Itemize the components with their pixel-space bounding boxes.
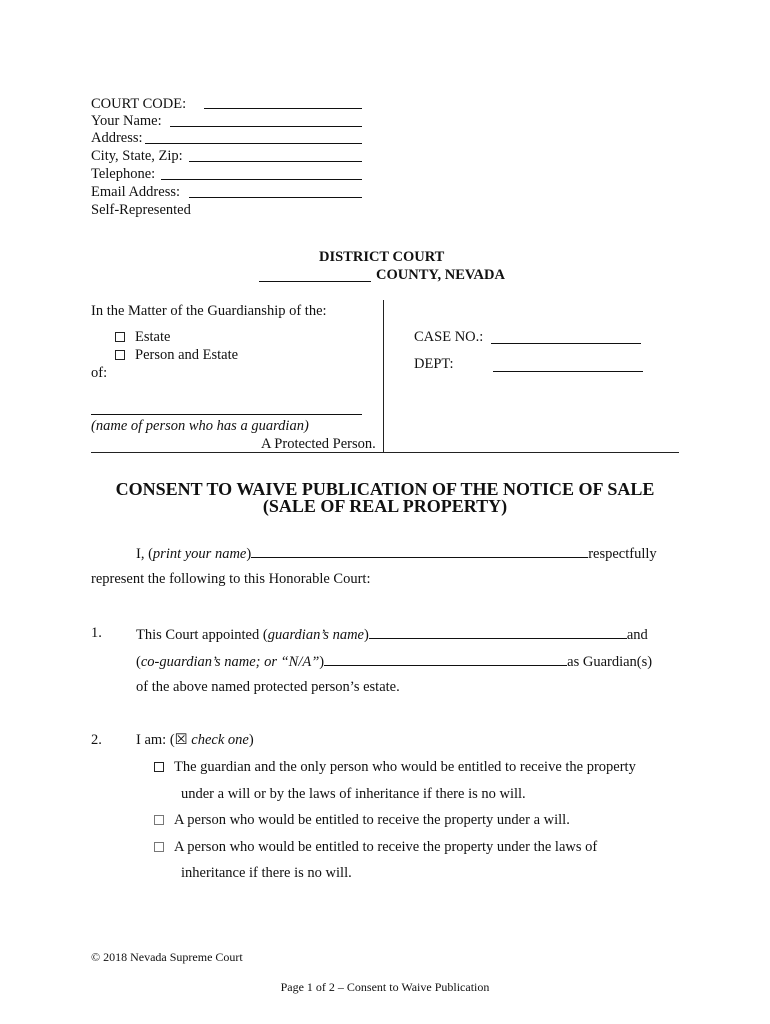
option-a-line-2: under a will or by the laws of inheritance if there is no will. <box>181 786 526 802</box>
option-estate[interactable] <box>115 330 170 345</box>
matter-label: In the Matter of the Guardianship of the: <box>91 303 327 319</box>
city-state-zip-field[interactable] <box>189 161 362 162</box>
telephone-label: Telephone: <box>91 166 156 182</box>
court-name: DISTRICT COURT <box>319 249 445 265</box>
item-1-line-2: (co-guardian’s name; or “N/A”) as Guardian(s) <box>136 654 653 670</box>
case-no-label: CASE NO.: <box>414 329 484 345</box>
page-footer: Page 1 of 2 – Consent to Waive Publication <box>280 980 490 994</box>
copyright: © 2018 Nevada Supreme Court <box>91 950 243 964</box>
email-field[interactable] <box>189 197 362 198</box>
caption-bottom-rule <box>91 452 679 453</box>
item-1-line-1: This Court appointed (guardian’s name) and <box>136 627 648 643</box>
address-field[interactable] <box>145 143 362 144</box>
estate-label: Estate <box>135 329 171 345</box>
option-b[interactable] <box>154 813 570 828</box>
print-name-field[interactable] <box>251 545 588 558</box>
option-c-text: A person who would be entitled to receive the property under the laws of <box>174 839 598 855</box>
protected-person-name-field[interactable] <box>91 414 362 415</box>
of-label: of: <box>91 365 108 381</box>
caption-divider <box>383 300 384 452</box>
document-subtitle: (SALE OF REAL PROPERTY) <box>262 496 508 516</box>
dept-field[interactable] <box>493 371 643 372</box>
intro-line: I, (print your name) respectfully <box>136 546 657 562</box>
city-state-zip-label: City, State, Zip: <box>91 148 183 164</box>
self-represented-label: Self-Represented <box>91 202 191 218</box>
telephone-field[interactable] <box>161 179 362 180</box>
item-2-number: 2. <box>91 732 102 748</box>
co-guardian-name-field[interactable] <box>324 653 567 666</box>
document-title: CONSENT TO WAIVE PUBLICATION OF THE NOTICE OF SALE <box>115 479 655 499</box>
option-a-checkbox[interactable] <box>154 762 164 772</box>
your-name-field[interactable] <box>170 126 362 127</box>
item-1-line-3: of the above named protected person’s estate. <box>136 679 400 695</box>
option-person-estate[interactable] <box>115 348 238 363</box>
protected-person-label: A Protected Person. <box>261 436 376 452</box>
person-estate-checkbox[interactable] <box>115 350 125 360</box>
case-no-field[interactable] <box>491 343 641 344</box>
address-label: Address: <box>91 130 143 146</box>
item-2-prompt: I am: (☒ check one) <box>136 732 254 748</box>
option-a[interactable] <box>154 760 636 775</box>
guardian-name-field[interactable] <box>369 626 627 639</box>
option-c-checkbox[interactable] <box>154 842 164 852</box>
checked-box-icon: ☒ <box>174 732 188 748</box>
item-1-number: 1. <box>91 625 102 641</box>
name-hint: (name of person who has a guardian) <box>91 418 309 434</box>
option-a-text: The guardian and the only person who would be entitled to receive the property <box>174 759 636 775</box>
your-name-label: Your Name: <box>91 113 162 129</box>
email-label: Email Address: <box>91 184 181 200</box>
option-c-line-2: inheritance if there is no will. <box>181 865 352 881</box>
county-field[interactable] <box>259 281 371 282</box>
option-c[interactable] <box>154 840 597 855</box>
option-b-checkbox[interactable] <box>154 815 164 825</box>
court-county: COUNTY, NEVADA <box>376 267 505 283</box>
court-code-field[interactable] <box>204 108 362 109</box>
option-b-text: A person who would be entitled to receive the property under a will. <box>174 812 570 828</box>
court-code-label: COURT CODE: <box>91 96 187 112</box>
person-estate-label: Person and Estate <box>135 347 239 363</box>
dept-label: DEPT: <box>414 356 454 372</box>
represent-line: represent the following to this Honorable Court: <box>91 571 371 587</box>
estate-checkbox[interactable] <box>115 332 125 342</box>
